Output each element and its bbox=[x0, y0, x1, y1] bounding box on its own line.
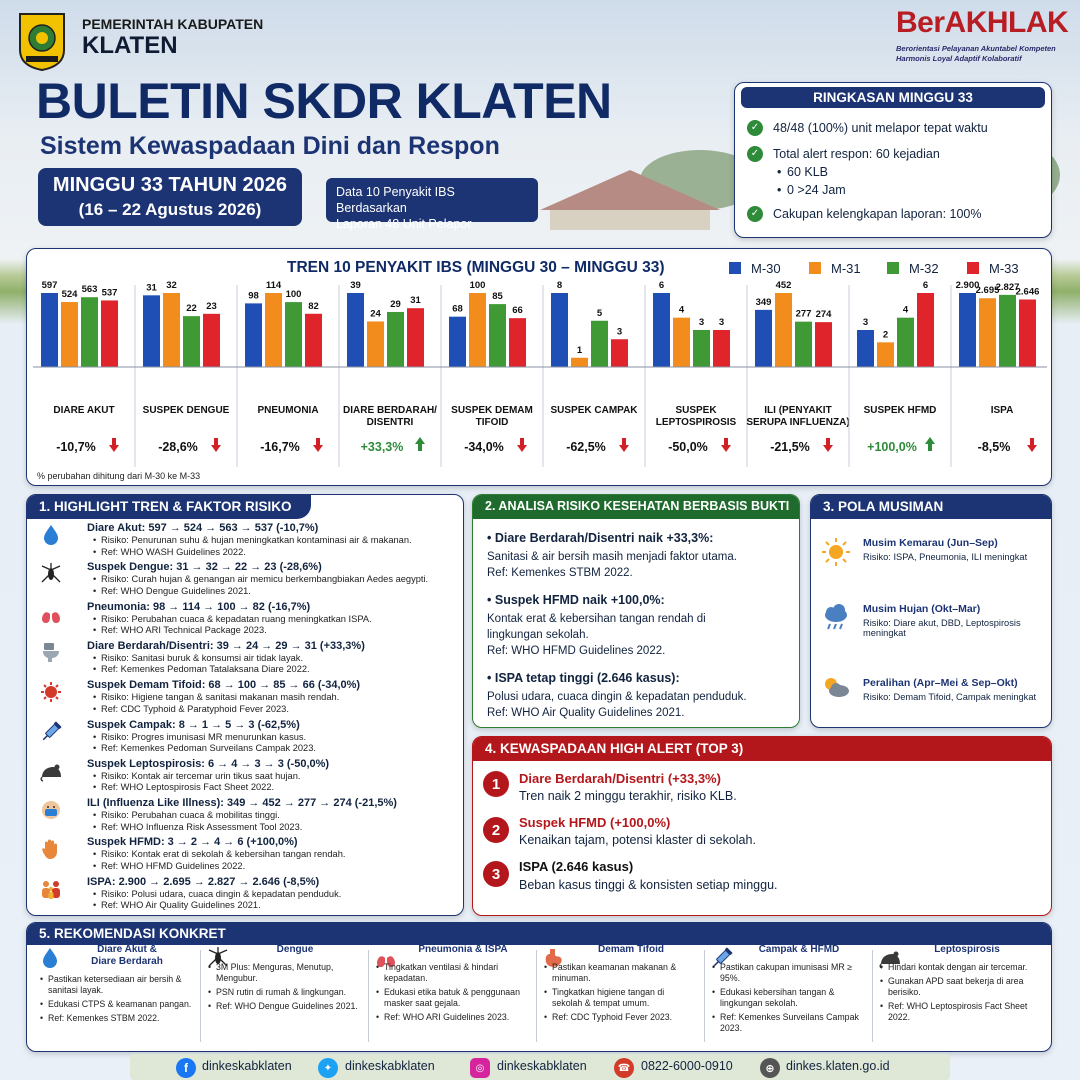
recommendation-item: • Edukasi CTPS & keamanan pangan. bbox=[38, 999, 192, 1010]
recommendation-item: • Edukasi kebersihan tangan & lingkungan sekolah. bbox=[710, 987, 864, 1009]
week-badge bbox=[38, 168, 302, 226]
bar-value-label: 2 bbox=[882, 329, 889, 341]
week-label: MINGGU 33 TAHUN 2026 bbox=[52, 174, 288, 196]
analysis-item-3-head: • ISPA tetap tinggi (2.646 kasus): bbox=[487, 671, 680, 685]
highlight-item-risk: • Risiko: Perubahan cuaca & mobilitas tinggi. bbox=[87, 810, 468, 822]
recommendation-title: 5. REKOMENDASI KONKRET bbox=[27, 923, 1051, 945]
highlight-item-ref: • Ref: WHO ARI Technical Package 2023. bbox=[87, 625, 468, 637]
highlight-item-ref: • Ref: WHO WASH Guidelines 2022. bbox=[87, 547, 468, 559]
season-3-risk: Risiko: Demam Tifoid, Campak meningkat bbox=[863, 692, 1037, 702]
rain-cloud-icon bbox=[821, 603, 851, 633]
recommendation-title-line-1: Dengue bbox=[276, 944, 314, 955]
lungs-icon bbox=[39, 602, 63, 626]
analysis-panel bbox=[472, 494, 800, 728]
highlight-item bbox=[43, 757, 468, 794]
analysis-item-3-ref: Ref: WHO Air Quality Guidelines 2021. bbox=[487, 707, 685, 719]
recommendation-column bbox=[38, 944, 192, 1044]
summary-title: RINGKASAN MINGGU 33 bbox=[741, 87, 1045, 108]
bar-m-32-8 bbox=[897, 318, 914, 367]
highlight-item-name: Suspek Leptospirosis: 6 → 4 → 3 → 3 (-50,0%) bbox=[87, 757, 330, 770]
recommendation-title-line-1: Demam Tifoid bbox=[598, 944, 664, 955]
recommendation-item: • Ref: CDC Typhoid Fever 2023. bbox=[542, 1012, 696, 1023]
summary-sub-2: 0 >24 Jam bbox=[787, 183, 846, 197]
highlight-item-risk: • Risiko: Polusi udara, cuaca dingin & kepadatan penduduk. bbox=[87, 889, 468, 901]
bacteria-icon bbox=[39, 680, 63, 704]
highlight-item bbox=[43, 718, 468, 755]
bar-m-33-5 bbox=[611, 339, 628, 367]
category-label: PNEUMONIA bbox=[257, 405, 319, 416]
recommendation-item: • Edukasi etika batuk & penggunaan masker saat gejala. bbox=[374, 987, 528, 1009]
highlight-item-ref: • Ref: Kemenkes Pedoman Surveilans Campak 2023. bbox=[87, 743, 468, 755]
bar-m-30-8 bbox=[857, 330, 874, 367]
category-label: TIFOID bbox=[475, 417, 509, 428]
check-icon: ✓ bbox=[747, 146, 763, 162]
summary-item-1: 48/48 (100%) unit melapor tepat waktu bbox=[773, 121, 988, 135]
column-divider bbox=[536, 950, 537, 1042]
highlight-item-name: ILI (Influenza Like Illness): 349 → 452 → 277 → 274 (-21,5%) bbox=[87, 797, 397, 810]
category-label: DISENTRI bbox=[366, 417, 414, 428]
bar-m-31-8 bbox=[877, 342, 894, 367]
footer-web[interactable]: dinkes.klaten.go.id bbox=[786, 1059, 890, 1073]
highlight-item-risk: • Risiko: Curah hujan & genangan air memicu berkembangbiakan Aedes aegypti. bbox=[87, 574, 468, 586]
highlight-item-risk: • Risiko: Perubahan cuaca & kepadatan ruang meningkatkan ISPA. bbox=[87, 614, 468, 626]
arrow-up-icon bbox=[415, 437, 425, 451]
recommendation-item: • 3M Plus: Menguras, Menutup, Mengubur. bbox=[206, 962, 360, 984]
change-label: -50,0% bbox=[668, 440, 708, 454]
arrow-down-icon bbox=[109, 438, 119, 452]
brand-tagline-2: Harmonis Loyal Adaptif Kolaboratif bbox=[896, 54, 1022, 63]
highlight-item-name: Pneumonia: 98 → 114 → 100 → 82 (-16,7%) bbox=[87, 600, 311, 613]
highlight-item-ref: • Ref: WHO Air Quality Guidelines 2021. bbox=[87, 900, 468, 912]
recommendation-column bbox=[878, 944, 1032, 1044]
highlight-item-risk: • Risiko: Kontak erat di sekolah & kebersihan tangan rendah. bbox=[87, 849, 468, 861]
highlight-item bbox=[43, 521, 468, 558]
summary-item-3: Cakupan kelengkapan laporan: 100% bbox=[773, 207, 982, 221]
recommendation-title-line-1: Pneumonia & ISPA bbox=[418, 944, 508, 955]
face-mask-icon bbox=[39, 798, 63, 822]
column-divider bbox=[200, 950, 201, 1042]
bar-m-33-1 bbox=[203, 314, 220, 367]
alert-item-1-head: Diare Berdarah/Disentri (+33,3%) bbox=[519, 771, 721, 786]
bar-value-label: 597 bbox=[41, 280, 58, 291]
highlight-item bbox=[43, 639, 468, 676]
highlight-item-ref: • Ref: Kemenkes Pedoman Tatalaksana Diare 2022. bbox=[87, 664, 468, 676]
seasonal-panel bbox=[810, 494, 1052, 728]
bar-m-33-6 bbox=[713, 330, 730, 367]
highlight-item bbox=[43, 600, 468, 637]
bar-value-label: 2.695 bbox=[975, 285, 1000, 297]
bar-m-32-4 bbox=[489, 304, 506, 367]
seasonal-title: 3. POLA MUSIMAN bbox=[811, 495, 1051, 519]
category-label: SUSPEK HFMD bbox=[863, 405, 937, 416]
highlight-item-risk: • Risiko: Progres imunisasi MR menurunkan kasus. bbox=[87, 732, 468, 744]
bar-value-label: 5 bbox=[596, 307, 603, 319]
highlight-item-name: Suspek Demam Tifoid: 68 → 100 → 85 → 66 (-34,0%) bbox=[87, 679, 361, 692]
bar-m-30-7 bbox=[755, 310, 772, 367]
column-divider bbox=[872, 950, 873, 1042]
recommendation-item: • Pastikan cakupan imunisasi MR ≥ 95%. bbox=[710, 962, 864, 984]
highlight-title: 1. HIGHLIGHT TREN & FAKTOR RISIKO bbox=[27, 495, 311, 519]
bar-value-label: 4 bbox=[902, 304, 909, 316]
bar-m-31-4 bbox=[469, 293, 486, 367]
summary-panel: RINGKASAN MINGGU 33 ✓ 48/48 (100%) unit melapor tepat waktu ✓ Total alert respon: 60 kejadian • 60 KLB • 0 >24 Jam ✓ Cakupan kelengkapan laporan: 100% bbox=[734, 82, 1052, 238]
recommendation-title-line-2: Diare Berdarah bbox=[91, 956, 163, 967]
bar-value-label: 32 bbox=[166, 280, 177, 291]
alert-item-2-head: Suspek HFMD (+100,0%) bbox=[519, 815, 671, 830]
alert-badge-3: 3 bbox=[483, 861, 509, 887]
recommendation-title-line-1: Campak & HFMD bbox=[758, 944, 840, 955]
recommendation-column bbox=[206, 944, 360, 1044]
alert-title: 4. KEWASPADAAN HIGH ALERT (TOP 3) bbox=[473, 737, 1051, 761]
facebook-icon[interactable]: f bbox=[176, 1058, 196, 1078]
category-label: ILI (PENYAKIT bbox=[764, 405, 832, 416]
brand-logo: BerAKHLAK bbox=[896, 6, 1069, 39]
recommendation-title-line-1: Diare Akut & bbox=[97, 944, 157, 955]
bar-value-label: 114 bbox=[265, 280, 282, 291]
bar-m-31-7 bbox=[775, 293, 792, 367]
bar-value-label: 452 bbox=[775, 280, 792, 291]
bar-value-label: 2.900 bbox=[955, 280, 980, 291]
analysis-title: 2. ANALISA RISIKO KESEHATAN BERBASIS BUKTI bbox=[473, 495, 799, 519]
bar-m-33-4 bbox=[509, 318, 526, 367]
recommendation-item: • Ref: Kemenkes STBM 2022. bbox=[38, 1013, 192, 1024]
mosquito-icon bbox=[39, 562, 63, 586]
brand-tagline-1: Berorientasi Pelayanan Akuntabel Kompeten bbox=[896, 44, 1056, 53]
week-dates: (16 – 22 Agustus 2026) bbox=[78, 200, 262, 219]
check-icon: ✓ bbox=[747, 120, 763, 136]
bar-m-32-3 bbox=[387, 312, 404, 367]
bar-m-31-5 bbox=[571, 358, 588, 367]
bar-m-33-3 bbox=[407, 308, 424, 367]
highlight-item bbox=[43, 560, 468, 597]
bar-m-30-9 bbox=[959, 293, 976, 367]
recommendation-item: • Gunakan APD saat bekerja di area berisiko. bbox=[878, 976, 1032, 998]
recommendation-item: • Pastikan ketersediaan air bersih & sanitasi layak. bbox=[38, 974, 192, 996]
partly-cloudy-icon bbox=[821, 673, 851, 703]
highlight-item bbox=[43, 796, 468, 833]
season-1-risk: Risiko: ISPA, Pneumonia, ILI meningkat bbox=[863, 552, 1028, 562]
chart-footnote: % perubahan dihitung dari M-30 ke M-33 bbox=[37, 471, 201, 481]
bar-value-label: 3 bbox=[698, 317, 705, 328]
bar-value-label: 85 bbox=[492, 291, 503, 303]
highlight-item bbox=[43, 678, 468, 715]
instagram-icon[interactable]: ◎ bbox=[470, 1058, 490, 1078]
data-note-line-1: Data 10 Penyakit IBS Berdasarkan bbox=[336, 185, 455, 215]
arrow-down-icon bbox=[517, 438, 527, 452]
gov-name: KLATEN bbox=[82, 32, 178, 59]
bar-m-33-9 bbox=[1019, 299, 1036, 367]
bar-value-label: 82 bbox=[308, 300, 319, 312]
analysis-item-2-text-2: lingkungan sekolah. bbox=[487, 629, 589, 641]
bar-value-label: 563 bbox=[81, 284, 98, 296]
recommendation-column bbox=[374, 944, 528, 1044]
legend-label-m33: M-33 bbox=[989, 261, 1019, 276]
recommendation-item: • Tingkatkan ventilasi & hindari kepadatan. bbox=[374, 962, 528, 984]
highlight-item-ref: • Ref: WHO Influenza Risk Assessment Tool 2023. bbox=[87, 822, 468, 834]
bar-value-label: 8 bbox=[556, 280, 563, 291]
footer-instagram[interactable]: dinkeskabklaten bbox=[497, 1059, 587, 1073]
change-label: -16,7% bbox=[260, 440, 300, 454]
highlight-item-risk: • Risiko: Kontak air tercemar urin tikus saat hujan. bbox=[87, 771, 468, 783]
column-divider bbox=[368, 950, 369, 1042]
change-label: -8,5% bbox=[977, 440, 1011, 454]
season-2-risk: Risiko: Diare akut, DBD, Leptospirosis bbox=[863, 618, 1021, 628]
legend-label-m31: M-31 bbox=[831, 261, 861, 276]
bar-m-31-1 bbox=[163, 293, 180, 367]
highlight-item-ref: • Ref: CDC Typhoid & Paratyphoid Fever 2023. bbox=[87, 704, 468, 716]
bar-m-31-9 bbox=[979, 298, 996, 367]
bar-value-label: 4 bbox=[678, 304, 685, 316]
twitter-icon[interactable]: ✦ bbox=[318, 1058, 338, 1078]
category-label: SUSPEK DENGUE bbox=[142, 405, 230, 416]
bar-value-label: 3 bbox=[862, 317, 869, 328]
bar-value-label: 349 bbox=[755, 296, 772, 308]
recommendation-item: • Ref: WHO Dengue Guidelines 2021. bbox=[206, 1001, 360, 1012]
sun-icon bbox=[821, 537, 851, 567]
bar-m-30-5 bbox=[551, 293, 568, 367]
analysis-item-1-head: • Diare Berdarah/Disentri naik +33,3%: bbox=[487, 531, 714, 545]
water-drop-icon bbox=[38, 946, 62, 973]
recommendation-item: • Pastikan keamanan makanan & minuman. bbox=[542, 962, 696, 984]
data-note bbox=[326, 178, 538, 231]
category-label: SUSPEK DEMAM bbox=[451, 405, 533, 416]
bar-m-31-6 bbox=[673, 318, 690, 367]
highlight-item-risk: • Risiko: Penurunan suhu & hujan meningkatkan kontaminasi air & makanan. bbox=[87, 535, 468, 547]
recommendation-item: • PSN rutin di rumah & lingkungan. bbox=[206, 987, 360, 998]
hand-icon bbox=[39, 837, 63, 861]
family-icon bbox=[39, 877, 63, 901]
phone-icon[interactable]: ☎ bbox=[614, 1058, 634, 1078]
bar-m-30-0 bbox=[41, 293, 58, 367]
bar-m-31-2 bbox=[265, 293, 282, 367]
recommendation-item: • Hindari kontak dengan air tercemar. bbox=[878, 962, 1032, 973]
bar-value-label: 524 bbox=[61, 289, 78, 301]
arrow-down-icon bbox=[619, 438, 629, 452]
arrow-down-icon bbox=[211, 438, 221, 452]
legend-label-m30: M-30 bbox=[751, 261, 781, 276]
change-label: -21,5% bbox=[770, 440, 810, 454]
change-label: +100,0% bbox=[867, 440, 917, 454]
data-note-line-2: Laporan 48 Unit Pelapor bbox=[336, 217, 472, 231]
water-drop-icon bbox=[39, 523, 63, 547]
arrow-down-icon bbox=[1027, 438, 1037, 452]
bar-value-label: 68 bbox=[452, 303, 463, 315]
bar-value-label: 39 bbox=[350, 280, 361, 291]
bar-value-label: 98 bbox=[248, 290, 259, 302]
category-label: ISPA bbox=[990, 405, 1014, 416]
analysis-item-2-text: Kontak erat & kebersihan tangan rendah di bbox=[487, 613, 706, 625]
analysis-item-2-ref: Ref: WHO HFMD Guidelines 2022. bbox=[487, 645, 666, 657]
season-2-name: Musim Hujan (Okt–Mar) bbox=[863, 603, 981, 615]
season-3-name: Peralihan (Apr–Mei & Sep–Okt) bbox=[863, 677, 1018, 689]
bar-value-label: 66 bbox=[512, 305, 523, 317]
change-label: +33,3% bbox=[360, 440, 404, 454]
bar-m-30-6 bbox=[653, 293, 670, 367]
season-2 bbox=[821, 603, 1047, 638]
bar-m-31-3 bbox=[367, 321, 384, 367]
recommendation-item: • Ref: WHO Leptospirosis Fact Sheet 2022. bbox=[878, 1001, 1032, 1023]
highlight-item-name: ISPA: 2.900 → 2.695 → 2.827 → 2.646 (-8,5%) bbox=[87, 875, 320, 888]
recommendation-title-line-1: Leptospirosis bbox=[934, 944, 1000, 955]
analysis-item-1-ref: Ref: Kemenkes STBM 2022. bbox=[487, 567, 633, 579]
bar-value-label: 6 bbox=[922, 280, 929, 291]
bar-m-31-0 bbox=[61, 302, 78, 367]
season-2-risk-2: meningkat bbox=[863, 628, 906, 638]
bar-value-label: 29 bbox=[390, 298, 401, 310]
recommendation-item: • Ref: WHO ARI Guidelines 2023. bbox=[374, 1012, 528, 1023]
bar-value-label: 100 bbox=[285, 289, 302, 301]
highlight-item bbox=[43, 835, 468, 872]
category-label: DIARE BERDARAH/ bbox=[343, 405, 437, 416]
category-label: DIARE AKUT bbox=[53, 405, 115, 416]
analysis-item-3-text: Polusi udara, cuaca dingin & kepadatan penduduk. bbox=[487, 691, 747, 703]
alert-badge-2: 2 bbox=[483, 817, 509, 843]
arrow-down-icon bbox=[313, 438, 323, 452]
highlight-item-ref: • Ref: WHO Dengue Guidelines 2021. bbox=[87, 586, 468, 598]
category-label: SERUPA INFLUENZA) bbox=[746, 417, 850, 428]
page-subtitle: Sistem Kewaspadaan Dini dan Respon bbox=[40, 132, 500, 160]
category-label: SUSPEK CAMPAK bbox=[550, 405, 638, 416]
rat-icon bbox=[39, 759, 63, 783]
legend-label-m32: M-32 bbox=[909, 261, 939, 276]
check-icon: ✓ bbox=[747, 206, 763, 222]
season-1-name: Musim Kemarau (Jun–Sep) bbox=[863, 537, 998, 549]
syringe-icon bbox=[39, 720, 63, 744]
summary-item-2: Total alert respon: 60 kejadian bbox=[773, 147, 940, 161]
recommendation-item: • Ref: Kemenkes Surveilans Campak 2023. bbox=[710, 1012, 864, 1034]
analysis-item-2-head: • Suspek HFMD naik +100,0%: bbox=[487, 593, 665, 607]
bar-m-33-8 bbox=[917, 293, 934, 367]
category-label: SUSPEK bbox=[675, 405, 717, 416]
trend-chart-panel bbox=[26, 248, 1052, 486]
alert-panel bbox=[472, 736, 1052, 916]
bar-value-label: 2.827 bbox=[995, 281, 1020, 293]
bar-value-label: 537 bbox=[101, 287, 118, 299]
bar-value-label: 22 bbox=[186, 303, 197, 315]
footer-twitter[interactable]: dinkeskabklaten bbox=[345, 1059, 435, 1073]
change-label: -28,6% bbox=[158, 440, 198, 454]
highlight-item bbox=[43, 875, 468, 912]
bar-value-label: 1 bbox=[576, 344, 583, 356]
highlight-item-risk: • Risiko: Sanitasi buruk & konsumsi air tidak layak. bbox=[87, 653, 468, 665]
recommendation-item: • Tingkatkan higiene tangan di sekolah & tempat umum. bbox=[542, 987, 696, 1009]
alert-item-3-desc: Beban kasus tinggi & konsisten setiap minggu. bbox=[519, 878, 778, 892]
highlight-item-ref: • Ref: WHO Leptospirosis Fact Sheet 2022. bbox=[87, 782, 468, 794]
highlight-item-name: Suspek Dengue: 31 → 32 → 22 → 23 (-28,6%) bbox=[87, 561, 322, 574]
bar-value-label: 6 bbox=[658, 280, 665, 291]
bar-m-30-4 bbox=[449, 317, 466, 367]
globe-icon[interactable]: ⊕ bbox=[760, 1058, 780, 1078]
recommendation-column bbox=[710, 944, 864, 1044]
season-1 bbox=[821, 537, 1047, 562]
bar-value-label: 31 bbox=[146, 282, 157, 294]
bar-m-33-2 bbox=[305, 314, 322, 367]
highlight-item-name: Diare Akut: 597 → 524 → 563 → 537 (-10,7%) bbox=[87, 522, 319, 534]
page-title: BULETIN SKDR KLATEN bbox=[36, 73, 612, 129]
bar-m-32-2 bbox=[285, 302, 302, 367]
bar-m-33-7 bbox=[815, 322, 832, 367]
change-label: -62,5% bbox=[566, 440, 606, 454]
highlight-panel bbox=[26, 494, 464, 916]
alert-item-3-head: ISPA (2.646 kasus) bbox=[519, 859, 634, 874]
arrow-down-icon bbox=[823, 438, 833, 452]
bar-value-label: 31 bbox=[410, 295, 421, 307]
highlight-item-risk: • Risiko: Higiene tangan & sanitasi makanan masih rendah. bbox=[87, 692, 468, 704]
summary-sub-1: 60 KLB bbox=[787, 165, 829, 179]
bar-value-label: 274 bbox=[815, 309, 832, 321]
highlight-item-name: Suspek HFMD: 3 → 2 → 4 → 6 (+100,0%) bbox=[87, 836, 298, 849]
gov-label: PEMERINTAH KABUPATEN bbox=[82, 16, 264, 32]
analysis-item-1-text: Sanitasi & air bersih masih menjadi faktor utama. bbox=[487, 551, 737, 563]
bar-m-32-0 bbox=[81, 297, 98, 367]
change-label: -10,7% bbox=[56, 440, 96, 454]
alert-item-1-desc: Tren naik 2 minggu terakhir, risiko KLB. bbox=[519, 789, 737, 803]
bar-m-32-6 bbox=[693, 330, 710, 367]
column-divider bbox=[704, 950, 705, 1042]
bar-value-label: 100 bbox=[469, 280, 486, 291]
arrow-up-icon bbox=[925, 437, 935, 451]
alert-badge-1: 1 bbox=[483, 771, 509, 797]
bar-m-32-1 bbox=[183, 316, 200, 367]
footer-facebook[interactable]: dinkeskabklaten bbox=[202, 1059, 292, 1073]
category-label: LEPTOSPIROSIS bbox=[655, 417, 737, 428]
season-3 bbox=[821, 677, 1047, 702]
bar-m-32-7 bbox=[795, 322, 812, 367]
bar-m-30-1 bbox=[143, 295, 160, 367]
footer-phone[interactable]: 0822-6000-0910 bbox=[641, 1059, 733, 1073]
bar-value-label: 2.646 bbox=[1015, 286, 1040, 298]
bar-value-label: 277 bbox=[795, 308, 812, 320]
highlight-item-name: Suspek Campak: 8 → 1 → 5 → 3 (-62,5%) bbox=[87, 718, 300, 731]
bar-value-label: 23 bbox=[206, 300, 217, 312]
chart-title: TREN 10 PENYAKIT IBS (MINGGU 30 – MINGGU 33) bbox=[287, 259, 665, 276]
bar-value-label: 3 bbox=[718, 317, 725, 328]
bar-m-32-5 bbox=[591, 321, 608, 367]
regency-logo bbox=[18, 12, 66, 72]
alert-item-2-desc: Kenaikan tajam, potensi klaster di sekolah. bbox=[519, 833, 756, 847]
arrow-down-icon bbox=[721, 438, 731, 452]
recommendation-column bbox=[542, 944, 696, 1044]
bar-value-label: 24 bbox=[370, 308, 381, 320]
highlight-item-name: Diare Berdarah/Disentri: 39 → 24 → 29 → 31 (+33,3%) bbox=[87, 639, 365, 652]
trend-chart bbox=[27, 249, 1053, 487]
highlight-item-ref: • Ref: WHO HFMD Guidelines 2022. bbox=[87, 861, 468, 873]
bar-value-label: 3 bbox=[616, 326, 623, 338]
bar-m-30-2 bbox=[245, 303, 262, 367]
change-label: -34,0% bbox=[464, 440, 504, 454]
bar-m-30-3 bbox=[347, 293, 364, 367]
bar-m-32-9 bbox=[999, 295, 1016, 367]
bar-m-33-0 bbox=[101, 300, 118, 367]
toilet-icon bbox=[39, 641, 63, 665]
